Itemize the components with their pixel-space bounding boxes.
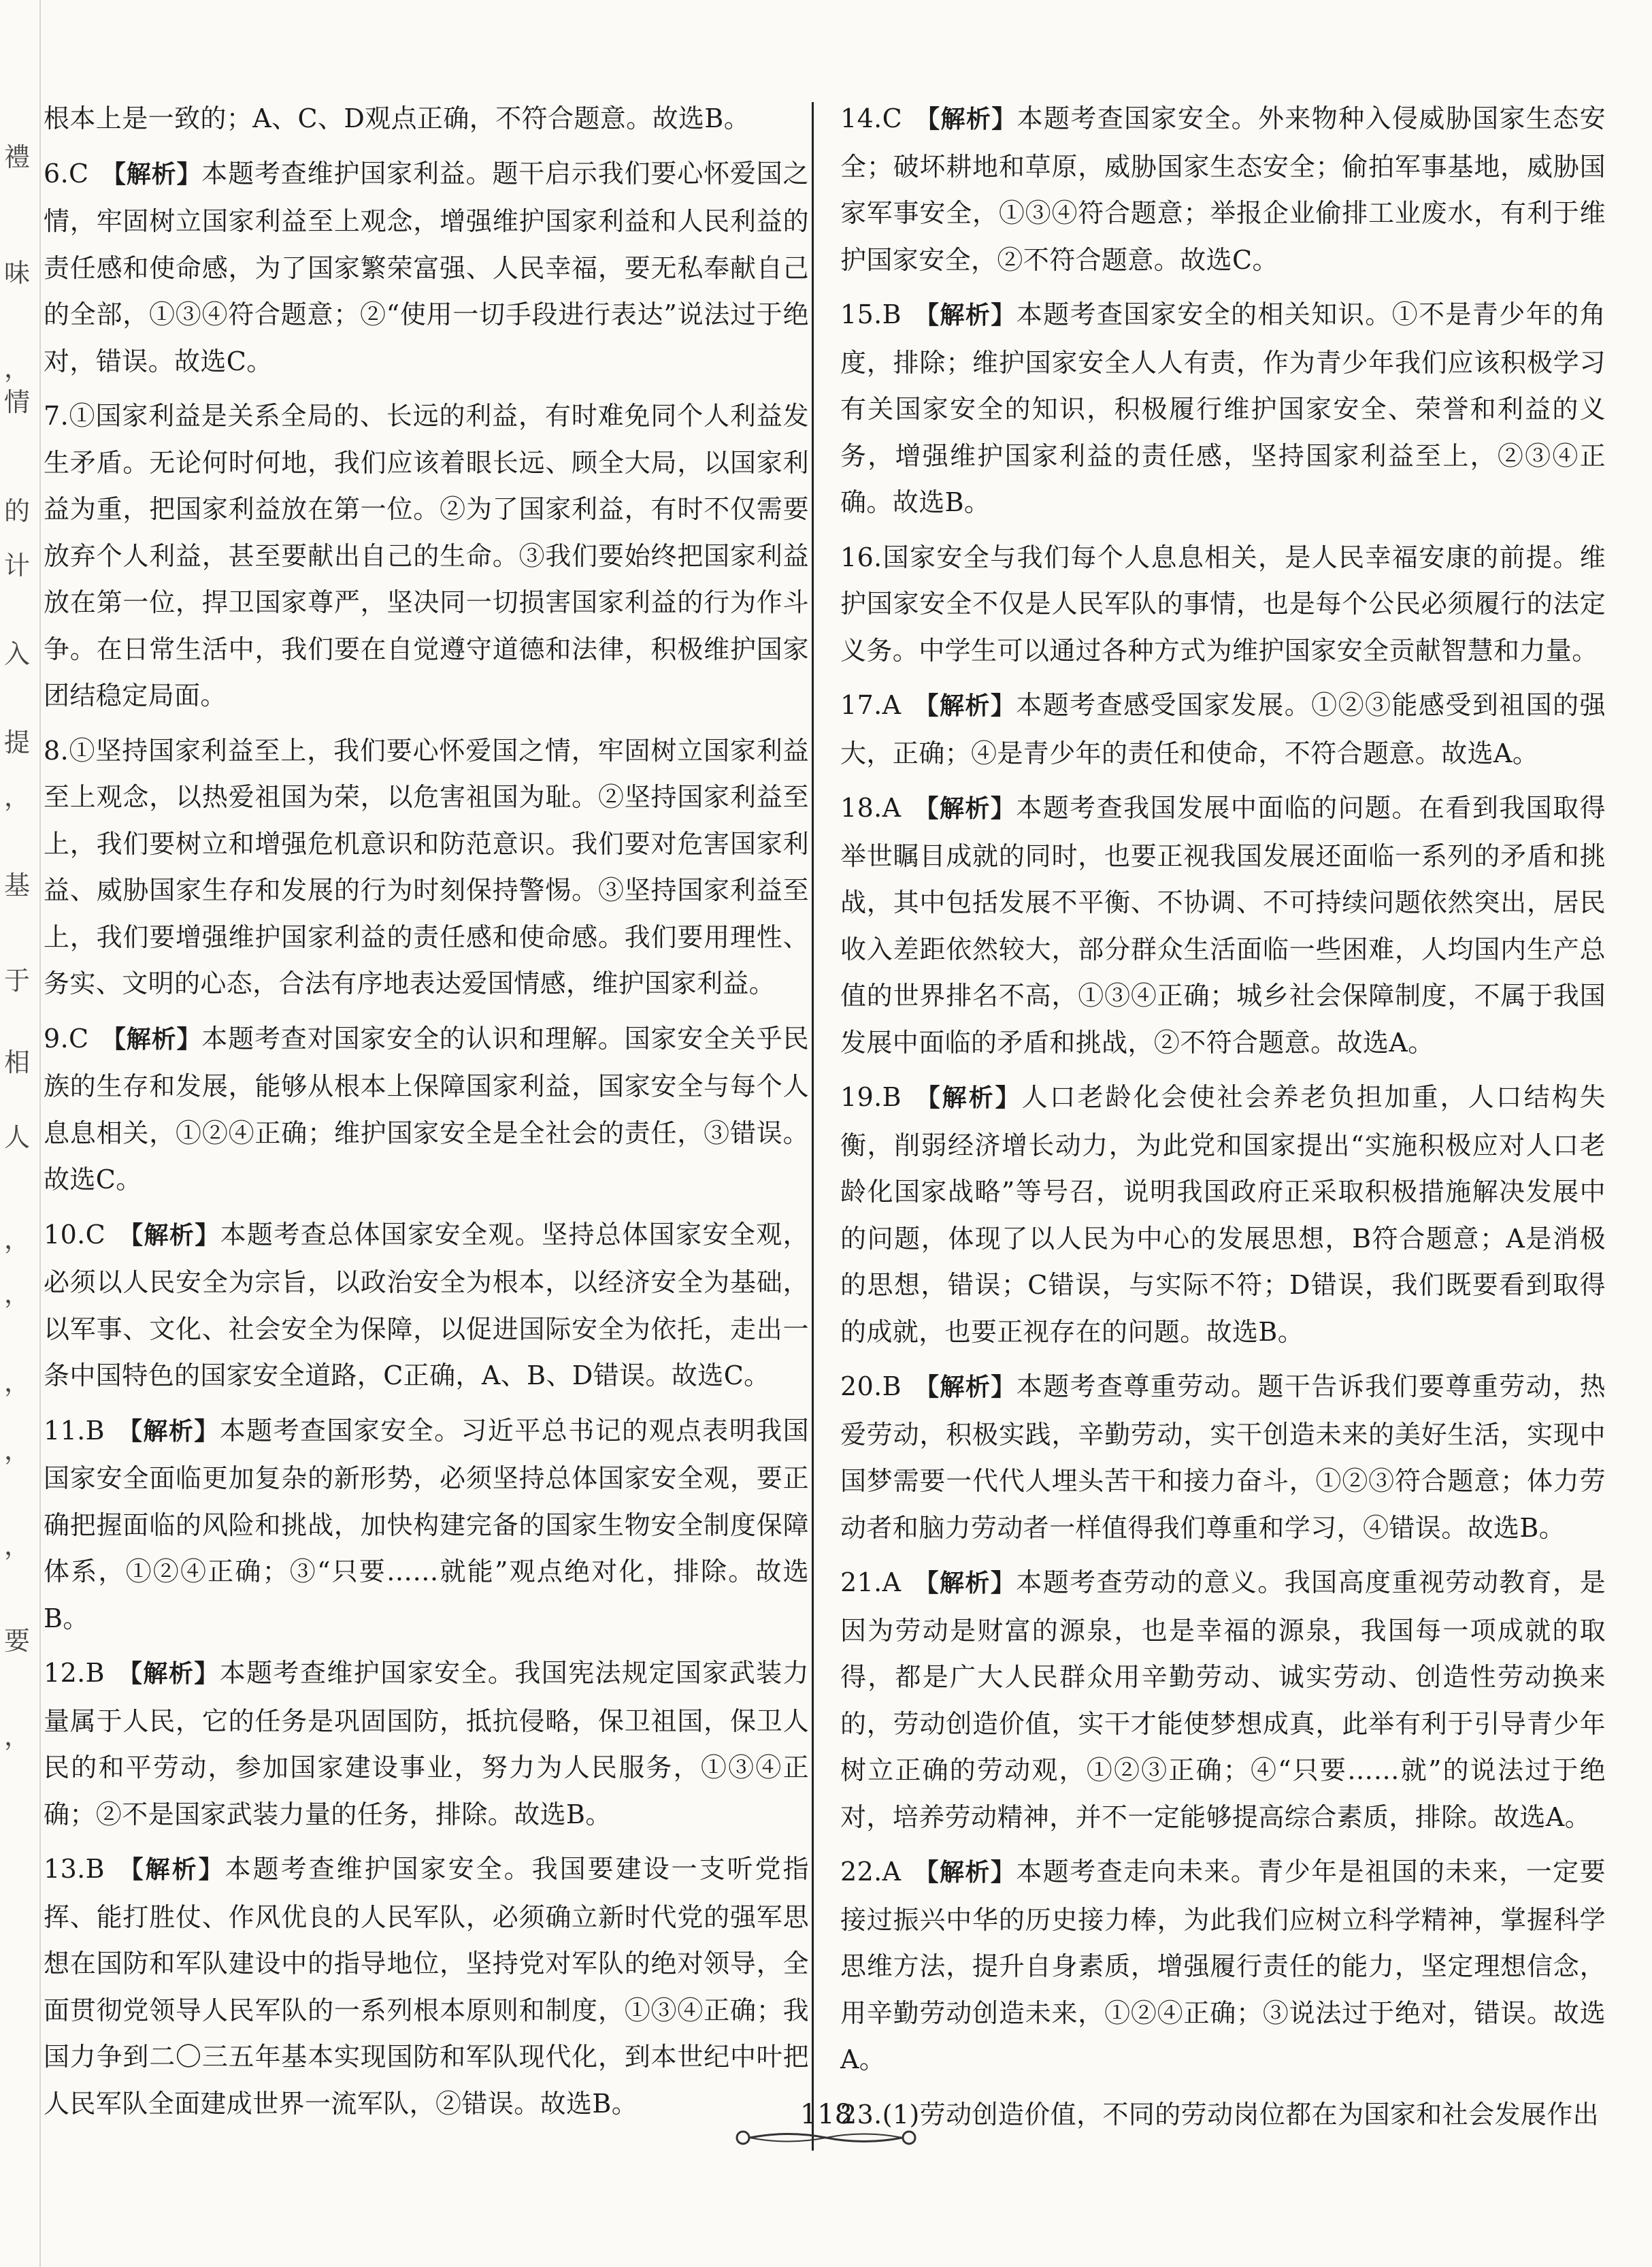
answer-item-5-cont — [44, 95, 809, 142]
analysis-tag: 【解析】 — [101, 1025, 202, 1054]
answer-text: 本题考查尊重劳动。题干告诉我们要尊重劳动，热爱劳动，积极实践，辛勤劳动，实干创造未来的美好生活，实现中国梦需要一代代人埋头苦干和接力奋斗，①②③符合题意；体力劳动者和脑力劳动者一样值得我们尊重和学习，④错误。故选B。 — [840, 1371, 1606, 1543]
answer-item-22 — [840, 1848, 1606, 2083]
answer-item-10 — [44, 1211, 809, 1399]
answer-item-13 — [44, 1846, 809, 2127]
answer-text: 本题考查总体国家安全观。坚持总体国家安全观，必须以人民安全为宗旨，以政治安全为根本，以经济安全为基础，以军事、文化、社会安全为保障，以促进国际安全为依托，走出一条中国特色的国家安全道路，C正确，A、B、D错误。故选C。 — [44, 1219, 809, 1390]
margin-char: 提 — [4, 728, 31, 757]
margin-char: 人 — [4, 1122, 31, 1152]
answer-text: 本题考查维护国家利益。题干启示我们要心怀爱国之情，牢固树立国家利益至上观念，增强维护国家利益和人民利益的责任感和使命感，为了国家繁荣富强、人民幸福，要无私奉献自己的全部，①③④符合题意；②“使用一切手段进行表达”说法过于绝对，错误。故选C。 — [44, 158, 809, 376]
margin-char: ， — [4, 1721, 31, 1751]
margin-char: ， — [4, 1224, 31, 1254]
right-column — [840, 95, 1606, 2146]
margin-char: 相 — [4, 1047, 31, 1077]
answer-text: 本题考查对国家安全的认识和理解。国家安全关乎民族的生存和发展，能够从根本上保障国家利益，国家安全与每个人息息相关，①②④正确；维护国家安全是全社会的责任，③错误。故选C。 — [44, 1023, 809, 1194]
margin-char: 味 — [4, 258, 31, 288]
margin-char: ， — [4, 353, 31, 383]
answer-item-23 — [840, 2091, 1606, 2138]
margin-char: ， — [4, 782, 31, 812]
analysis-tag: 【解析】 — [101, 160, 202, 189]
answer-number: 17.A — [840, 690, 902, 720]
analysis-tag: 【解析】 — [116, 1856, 225, 1884]
analysis-tag: 【解析】 — [116, 1660, 220, 1688]
column-divider — [812, 102, 814, 2151]
analysis-tag: 【解析】 — [118, 1221, 220, 1250]
answer-number: 18.A — [840, 793, 902, 823]
analysis-tag: 【解析】 — [913, 1569, 1017, 1597]
answer-text: (1)劳动创造价值，不同的劳动岗位都在为国家和社会发展作出 — [882, 2099, 1600, 2130]
answer-item-11 — [44, 1407, 809, 1642]
answer-item-8 — [44, 728, 809, 1007]
analysis-tag: 【解析】 — [116, 1417, 220, 1446]
analysis-tag: 【解析】 — [913, 795, 1017, 823]
answer-number: 13.B — [44, 1854, 105, 1884]
page-number-ornament — [733, 2129, 919, 2147]
analysis-tag: 【解析】 — [913, 1373, 1017, 1401]
answer-item-16 — [840, 534, 1606, 674]
analysis-tag: 【解析】 — [913, 692, 1017, 720]
answer-number: 6.C — [44, 158, 89, 189]
answer-text: 本题考查国家安全的相关知识。①不是青少年的角度，排除；维护国家安全人人有责，作为青少年我们应该积极学习有关国家安全的知识，积极履行维护国家安全、荣誉和利益的义务，增强维护国家利益的责任感，坚持国家利益至上，②③④正确。故选B。 — [840, 299, 1606, 517]
page-number: 118 — [799, 2099, 853, 2130]
answer-number: 7. — [44, 401, 69, 431]
answer-item-21 — [840, 1559, 1606, 1840]
margin-char: 于 — [4, 966, 31, 996]
margin-char: ， — [4, 1435, 31, 1465]
answer-number: 20.B — [840, 1371, 902, 1401]
answer-number: 22.A — [840, 1857, 902, 1887]
answer-text: ①坚持国家利益至上，我们要心怀爱国之情，牢固树立国家利益至上观念，以热爱祖国为荣，以危害祖国为耻。②坚持国家利益至上，我们要树立和增强危机意识和防范意识。我们要对危害国家利益、威胁国家生存和发展的行为时刻保持警惕。③坚持国家利益至上，我们要增强维护国家利益的责任感和使命感。我们要用理性、务实、文明的心态，合法有序地表达爱国情感，维护国家利益。 — [44, 735, 809, 998]
answer-number: 8. — [44, 735, 69, 766]
answer-number: 9.C — [44, 1023, 89, 1054]
left-column — [44, 95, 809, 2135]
margin-char: 情 — [4, 387, 31, 417]
answer-text: 本题考查维护国家安全。我国要建设一支听党指挥、能打胜仗、作风优良的人民军队，必须确立新时代党的强军思想在国防和军队建设中的指导地位，坚持党对军队的绝对领导，全面贯彻党领导人民军队的一系列根本原则和制度，①③④正确；我国力争到二〇三五年基本实现国防和军队现代化，到本世纪中叶把人民军队全面建成世界一流军队，②错误。故选B。 — [44, 1854, 809, 2119]
answer-number: 16. — [840, 542, 882, 572]
answer-text: 根本上是一致的；A、C、D观点正确，不符合题意。故选B。 — [44, 103, 750, 133]
answer-item-18 — [840, 785, 1606, 1066]
answer-number: 10.C — [44, 1219, 106, 1250]
binding-margin — [0, 0, 41, 2267]
answer-text: 本题考查劳动的意义。我国高度重视劳动教育，是因为劳动是财富的源泉，也是幸福的源泉，我国每一项成就的取得，都是广大人民群众用辛勤劳动、诚实劳动、创造性劳动换来的，劳动创造价值，实干才能使梦想成真，此举有利于引导青少年树立正确的劳动观，①②③正确；④“只要……就”的说法过于绝对，培养劳动精神，并不一定能够提高综合素质，排除。故选A。 — [840, 1567, 1606, 1832]
margin-char: 要 — [4, 1626, 31, 1656]
answer-text: 国家安全与我们每个人息息相关，是人民幸福安康的前提。维护国家安全不仅是人民军队的事情，也是每个公民必须履行的法定义务。中学生可以通过各种方式为维护国家安全贡献智慧和力量。 — [840, 542, 1606, 666]
answer-text: 本题考查国家安全。外来物种入侵威胁国家生态安全；破坏耕地和草原，威胁国家生态安全；偷拍军事基地，威胁国家军事安全，①③④符合题意；举报企业偷排工业废水，有利于维护国家安全，②不符合题意。故选C。 — [840, 103, 1606, 275]
answer-item-9 — [44, 1015, 809, 1203]
margin-char: ， — [4, 1279, 31, 1309]
answer-number: 12.B — [44, 1658, 105, 1688]
margin-char: 基 — [4, 870, 31, 900]
answer-number: 23. — [840, 2099, 882, 2130]
answer-item-6 — [44, 150, 809, 385]
margin-char: ， — [4, 1531, 31, 1561]
answer-item-12 — [44, 1650, 809, 1838]
margin-char: 入 — [4, 639, 31, 669]
answer-item-17 — [840, 682, 1606, 777]
margin-char: 计 — [4, 551, 31, 581]
answer-item-20 — [840, 1363, 1606, 1551]
answer-text: 本题考查国家安全。习近平总书记的观点表明我国国家安全面临更加复杂的新形势，必须坚持总体国家安全观，要正确把握面临的风险和挑战，加快构建完备的国家生物安全制度保障体系，①②④正确；③“只要……就能”观点绝对化，排除。故选B。 — [44, 1415, 809, 1633]
answer-number: 19.B — [840, 1082, 902, 1112]
answer-text: 本题考查走向未来。青少年是祖国的未来，一定要接过振兴中华的历史接力棒，为此我们应树立科学精神，掌握科学思维方法，提升自身素质，增强履行责任的能力，坚定理想信念，用辛勤劳动创造未来，①②④正确；③说法过于绝对，错误。故选A。 — [840, 1857, 1606, 2074]
margin-char: 的 — [4, 496, 31, 526]
answer-text: 本题考查感受国家发展。①②③能感受到祖国的强大，正确；④是青少年的责任和使命，不符合题意。故选A。 — [840, 690, 1606, 768]
margin-char: 禮 — [4, 142, 31, 172]
analysis-tag: 【解析】 — [913, 1859, 1017, 1887]
answer-item-14 — [840, 95, 1606, 283]
answer-text: 本题考查维护国家安全。我国宪法规定国家武装力量属于人民，它的任务是巩固国防，抵抗侵略，保卫祖国，保卫人民的和平劳动，参加国家建设事业，努力为人民服务，①③④正确；②不是国家武装力量的任务，排除。故选B。 — [44, 1658, 809, 1829]
answer-text: 人口老龄化会使社会养老负担加重，人口结构失衡，削弱经济增长动力，为此党和国家提出“实施积极应对人口老龄化国家战略”等号召，说明我国政府正采取积极措施解决发展中的问题，体现了以人民为中心的发展思想，B符合题意；A是消极的思想，错误；C错误，与实际不符；D错误，我们既要看到取得的成就，也要正视存在的问题。故选B。 — [840, 1082, 1606, 1347]
answer-item-7 — [44, 393, 809, 719]
answer-number: 11.B — [44, 1415, 105, 1446]
answer-number: 14.C — [840, 103, 903, 133]
answer-text: 本题考查我国发展中面临的问题。在看到我国取得举世瞩目成就的同时，也要正视我国发展还面临一系列的矛盾和挑战，其中包括发展不平衡、不协调、不可持续问题依然突出，居民收入差距依然较大，部分群众生活面临一些困难，人均国内生产总值的世界排名不高，①③④正确；城乡社会保障制度，不属于我国发展中面临的矛盾和挑战，②不符合题意。故选A。 — [840, 793, 1606, 1058]
answer-item-19 — [840, 1074, 1606, 1355]
margin-char: ， — [4, 1367, 31, 1397]
answer-number: 21.A — [840, 1567, 902, 1597]
answer-text: ①国家利益是关系全局的、长远的利益，有时难免同个人利益发生矛盾。无论何时何地，我们应该着眼长远、顾全大局，以国家利益为重，把国家利益放在第一位。②为了国家利益，有时不仅需要放弃个人利益，甚至要献出自己的生命。③我们要始终把国家利益放在第一位，捍卫国家尊严，坚决同一切损害国家利益的行为作斗争。在日常生活中，我们要在自觉遵守道德和法律，积极维护国家团结稳定局面。 — [44, 401, 809, 711]
answer-number: 15.B — [840, 299, 902, 329]
analysis-tag: 【解析】 — [914, 105, 1017, 133]
analysis-tag: 【解析】 — [913, 301, 1017, 329]
answer-item-15 — [840, 291, 1606, 526]
analysis-tag: 【解析】 — [913, 1084, 1022, 1112]
